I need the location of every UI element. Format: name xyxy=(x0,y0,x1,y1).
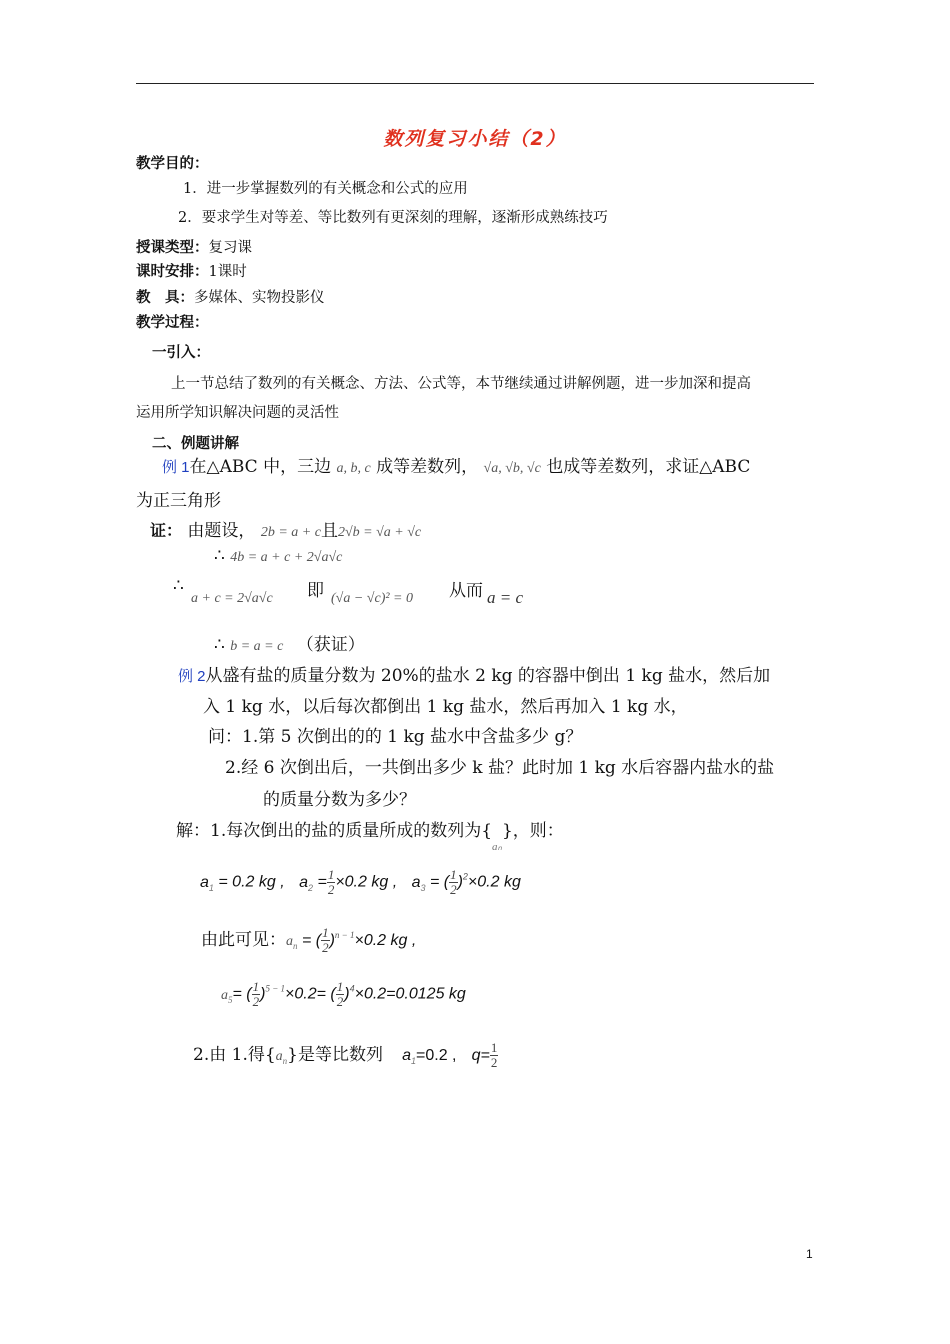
intro-line-2: 运用所学知识解决问题的灵活性 xyxy=(136,405,339,421)
fraction-half: $\frac{1}{2}$ xyxy=(336,979,344,1009)
exponent: 4 xyxy=(349,983,355,994)
fraction-half: $\frac{1}{2}$ xyxy=(252,979,260,1009)
term-a2-value: ×0.2 kg , xyxy=(335,873,398,891)
page-number: 1 xyxy=(806,1247,813,1261)
example1-vars: a, b, c xyxy=(336,461,371,476)
intro-line-1: 上一节总结了数列的有关概念、方法、公式等，本节继续通过讲解例题，进一步加深和提高 xyxy=(171,376,751,392)
header-rule xyxy=(136,83,814,84)
term-an-value: ×0.2 kg , xyxy=(354,932,417,949)
proof-ji: 即 xyxy=(307,581,324,601)
proof-eq-6: a = c xyxy=(487,588,524,607)
exponent: 2 xyxy=(462,871,468,882)
intro-heading: 一引入： xyxy=(152,345,210,361)
class-hours-value: 1课时 xyxy=(208,264,247,280)
therefore-symbol: ∴ xyxy=(173,576,184,596)
term-a1-value: = 0.2 kg , xyxy=(218,873,285,891)
general-term-line: 由此可见：$a_n$ = ( $\frac{1}{2}$ )$^{n - 1}$×0.2 kg , xyxy=(201,925,417,956)
solution-1-var: aₙ xyxy=(492,841,502,853)
proof-line-4 xyxy=(214,630,365,655)
term-a5-mid: ×0.2= xyxy=(285,985,326,1003)
teaching-tools-value: 多媒体、实物投影仪 xyxy=(194,290,325,306)
example1-text-c: 也成等差数列，求证△ABC xyxy=(546,457,751,477)
example1-line-1 xyxy=(162,452,750,477)
examples-heading: 二、例题讲解 xyxy=(152,436,239,452)
solution-2-var: $a_n$ xyxy=(275,1049,288,1066)
proof-line-3 xyxy=(173,576,593,612)
proof-congr: 从而 xyxy=(449,581,483,601)
solution-2-text-a: 2.由 1.得{ xyxy=(193,1045,276,1065)
therefore-symbol: ∴ xyxy=(214,635,225,655)
term-a5-line: $a_5=$ ( $\frac{1}{2}$ )$^{5 - 1}$×0.2= ( $\frac{1}{2}$ )$^4$×0.2=0.0125 kg xyxy=(221,979,466,1009)
page-title: 数列复习小结（2） xyxy=(383,128,567,150)
solution-1-text-b: }，则： xyxy=(501,821,564,841)
proof-eq-3: 4b = a + c + 2√a√c xyxy=(230,550,343,565)
objectives-heading: 教学目的： xyxy=(136,156,209,172)
solution-2-q: q= xyxy=(471,1047,490,1064)
class-type-label: 授课类型： xyxy=(136,240,209,256)
fraction-half: $\frac{1}{2}$ xyxy=(450,867,457,897)
example2-question-2b: 的质量分数为多少？ xyxy=(263,790,416,810)
fraction-half: $\frac{1}{2}$ xyxy=(327,867,335,897)
term-a3-value: ×0.2 kg xyxy=(467,873,521,891)
objective-item-1: 1．进一步掌握数列的有关概念和公式的应用 xyxy=(183,181,468,197)
proof-eq-5: (√a − √c)² = 0 xyxy=(331,591,413,606)
fraction-half: $\frac{1}{2}$ xyxy=(490,1040,498,1070)
solution-1-text-a: 解：1.每次倒出的盐的质量所成的数列为{ xyxy=(176,821,493,841)
example1-text-b: 成等差数列， xyxy=(376,457,479,477)
solution-2-a1: $a_1$ xyxy=(402,1047,417,1066)
class-hours-label: 课时安排： xyxy=(136,264,209,280)
class-hours xyxy=(136,260,247,281)
example1-roots: √a, √b, √c xyxy=(483,461,541,476)
term-a1: $a_1$ xyxy=(200,873,214,893)
proof-eq-7: b = a = c xyxy=(230,639,284,654)
example2-label: 例 2 xyxy=(178,668,206,685)
proof-and: 且 xyxy=(320,521,338,541)
proof-eq-1: 2b = a + c xyxy=(260,525,321,540)
example2-text-1: 从盛有盐的质量分数为 20%的盐水 2 kg 的容器中倒出 1 kg 盐水，然后加 xyxy=(205,666,771,686)
solution-line-1 xyxy=(176,816,564,853)
proof-text: 由题设， xyxy=(187,521,256,541)
proof-eq-4: a + c = 2√a√c xyxy=(191,591,273,606)
example1-line-2: 为正三角形 xyxy=(136,491,221,511)
term-a5: $a_5$ xyxy=(221,987,233,1005)
proof-eq-2: 2√b = √a + √c xyxy=(337,525,422,540)
fraction-half: $\frac{1}{2}$ xyxy=(322,925,329,956)
solution-2-text-b: }是等比数列 xyxy=(287,1045,383,1065)
example1-text-a: 在△ABC 中，三边 xyxy=(189,457,332,477)
teaching-tools xyxy=(136,286,325,307)
example2-line-1 xyxy=(178,661,770,686)
exponent: n − 1 xyxy=(334,930,355,940)
proof-done: （获证） xyxy=(296,635,365,655)
proof-label: 证： xyxy=(150,521,183,540)
exponent: 5 − 1 xyxy=(265,983,286,994)
therefore-symbol: ∴ xyxy=(214,546,225,566)
example2-question-1: 问：1.第 5 次倒出的的 1 kg 盐水中含盐多少 g？ xyxy=(208,727,583,747)
example2-question-2a: 2.经 6 次倒出后，一共倒出多少 k 盐？此时加 1 kg 水后容器内盐水的盐 xyxy=(225,758,775,778)
proof-line-1 xyxy=(150,516,421,541)
solution-line-2 xyxy=(193,1040,498,1070)
process-heading: 教学过程： xyxy=(136,315,209,331)
example2-line-2: 入 1 kg 水，以后每次都倒出 1 kg 盐水，然后再加入 1 kg 水， xyxy=(203,697,688,717)
seen-text: 由此可见： xyxy=(201,930,286,950)
class-type xyxy=(136,236,252,257)
teaching-tools-label: 教 具： xyxy=(136,290,194,306)
term-a5-end: ×0.2=0.0125 kg xyxy=(354,985,466,1003)
term-a3: $a_3$ xyxy=(411,873,426,893)
class-type-value: 复习课 xyxy=(208,240,252,256)
example1-label: 例 1 xyxy=(162,459,190,476)
objective-item-2: 2．要求学生对等差、等比数列有更深刻的理解，逐渐形成熟练技巧 xyxy=(178,210,608,226)
proof-line-2 xyxy=(214,546,342,566)
solution-2-a1-value: =0.2 , xyxy=(416,1047,457,1064)
terms-a1-a2-a3: $a_1 = 0.2$ kg , $a_2$ = $\frac{1}{2}$ ×0.2 kg , $a_3$ = ( $\frac{1}{2}$ )$^2$×0.2 kg xyxy=(200,867,521,897)
term-a2: $a_2$ xyxy=(299,873,314,893)
